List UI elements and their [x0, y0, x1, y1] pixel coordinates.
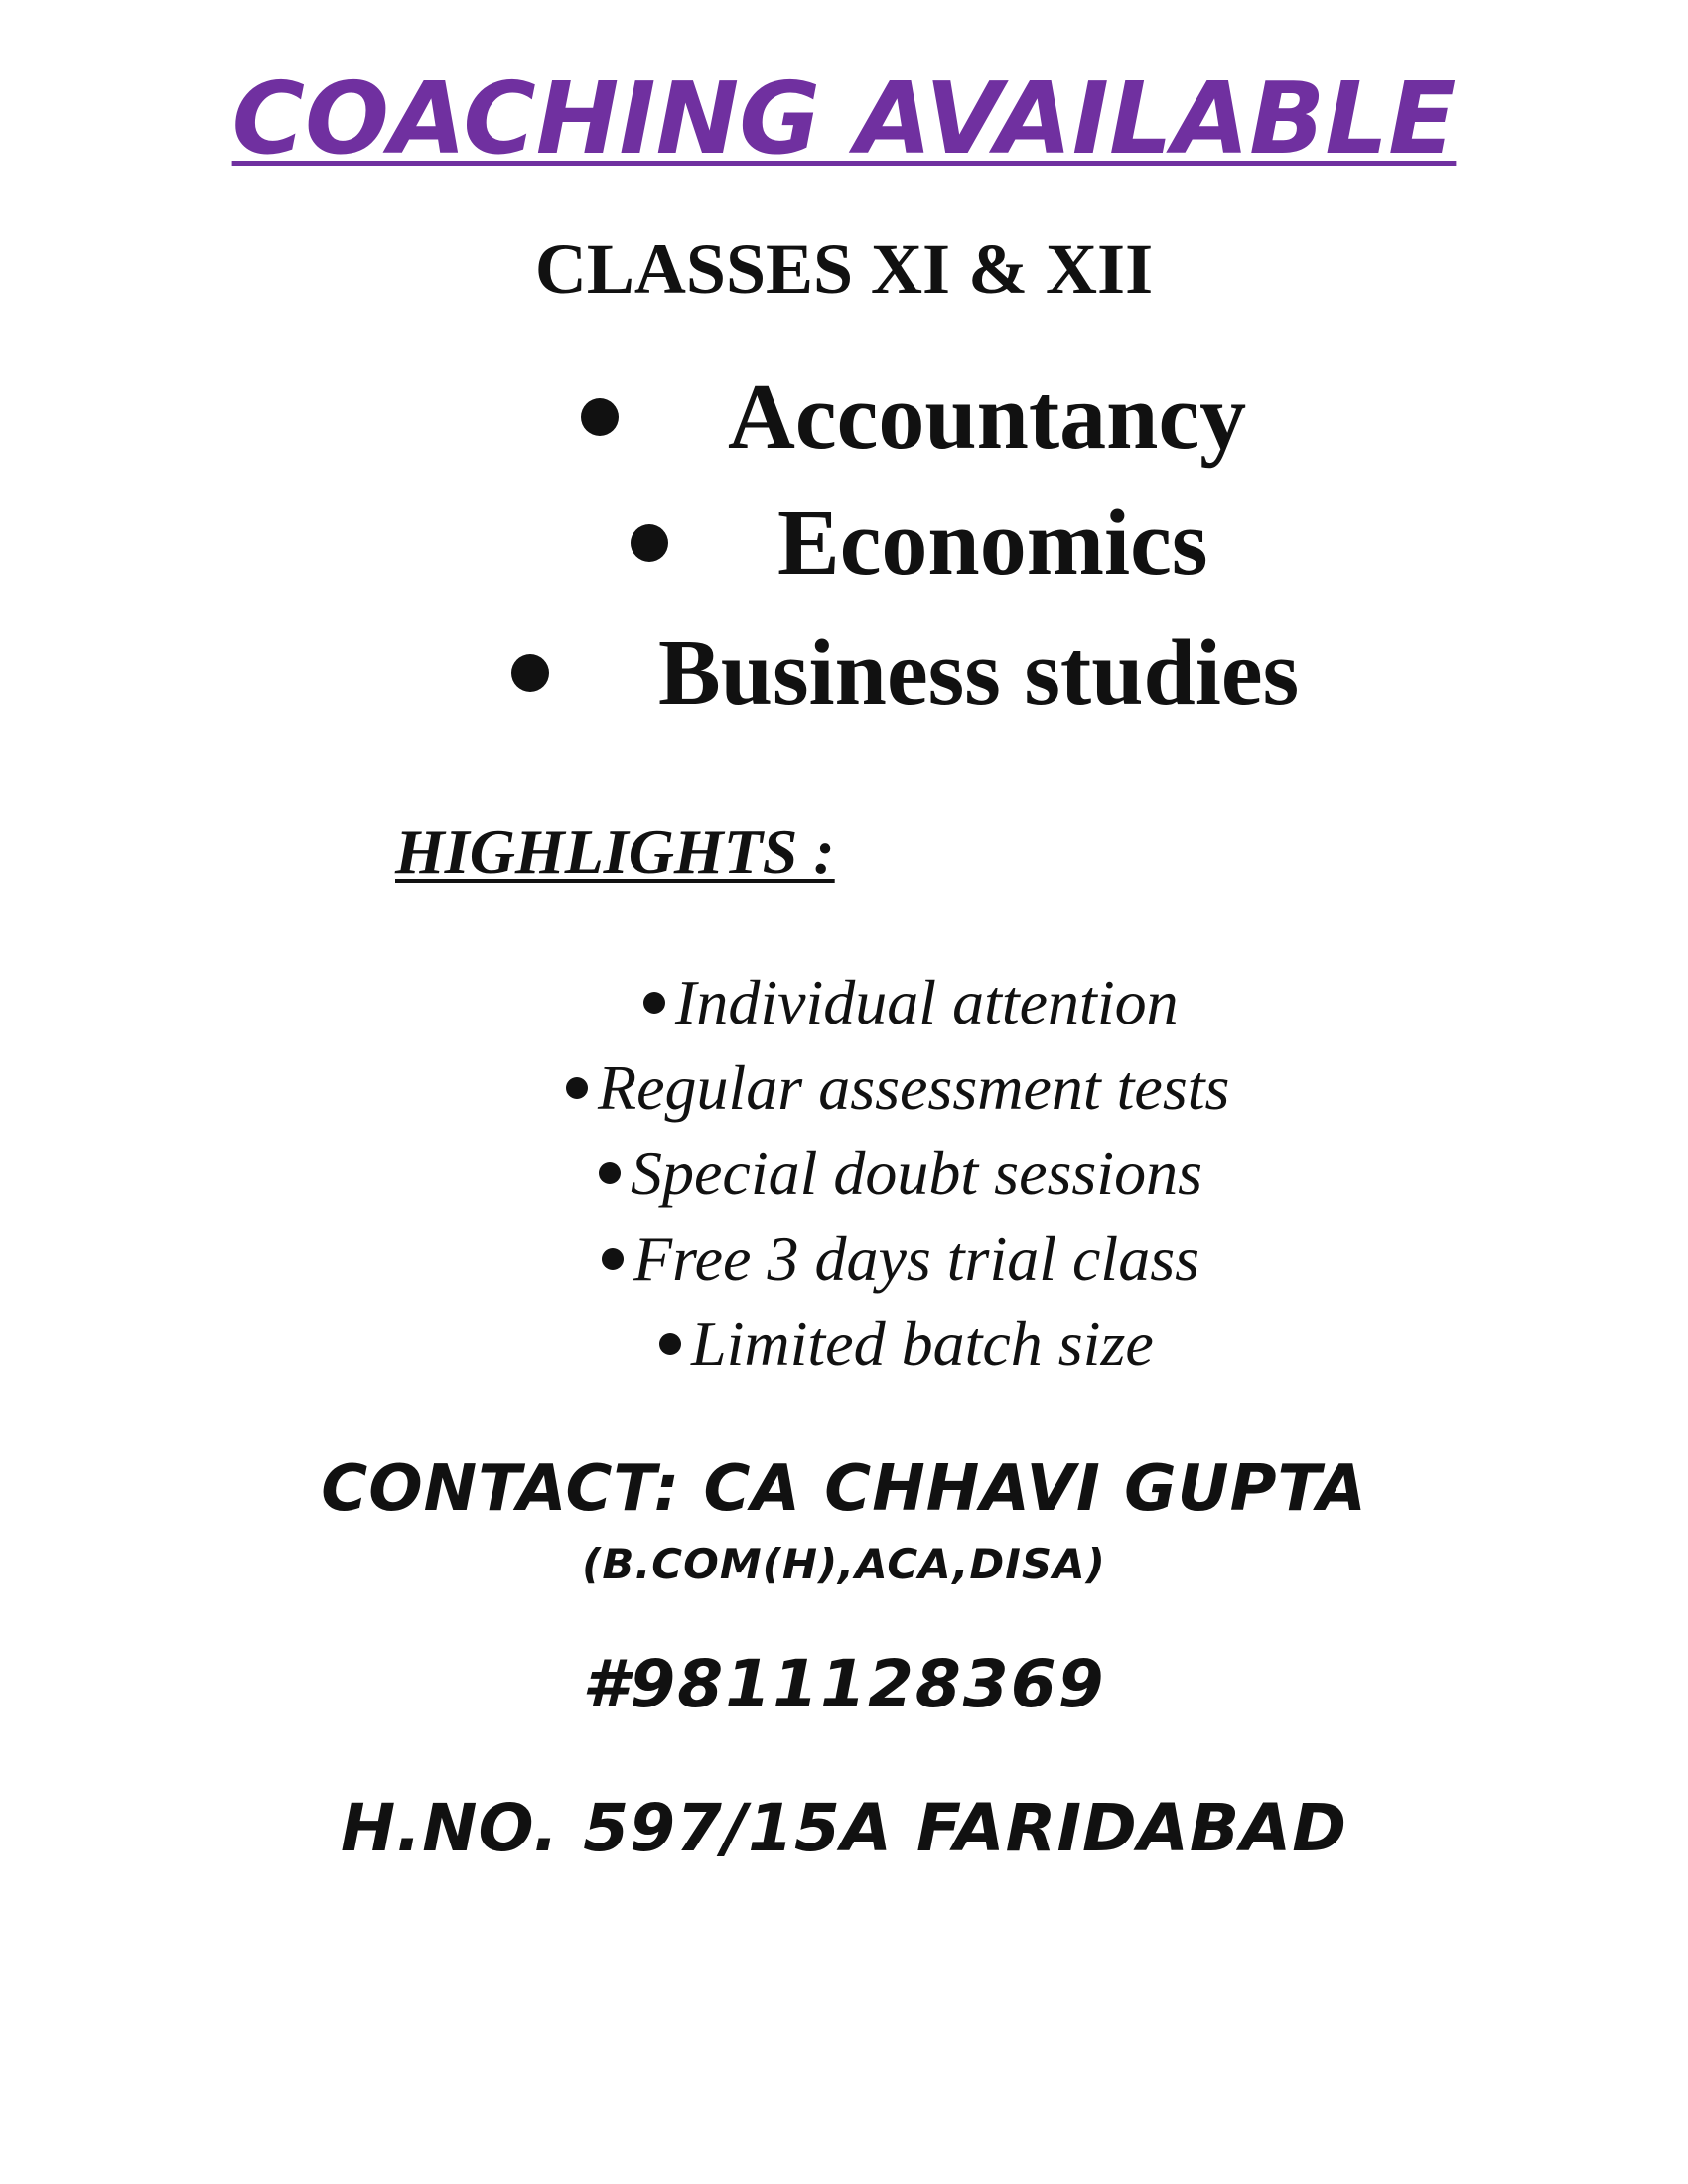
bullet-icon: [511, 654, 549, 692]
highlight-label: Regular assessment tests: [598, 1052, 1230, 1123]
highlight-item: [643, 963, 1179, 1042]
subject-label: Business studies: [658, 621, 1300, 725]
bullet-icon: [599, 1162, 621, 1184]
classes-subtitle: CLASSES XI & XII: [534, 229, 1154, 309]
subject-label: Accountancy: [728, 365, 1247, 469]
highlight-item: [602, 1219, 1199, 1298]
subject-item: [511, 618, 1299, 728]
bullet-icon: [643, 992, 665, 1014]
subject-item: [581, 362, 1246, 472]
subject-label: Economics: [777, 491, 1208, 595]
highlight-label: Individual attention: [675, 967, 1179, 1037]
bullet-icon: [581, 398, 619, 436]
bullet-icon: [566, 1077, 588, 1099]
highlight-label: Special doubt sessions: [631, 1138, 1202, 1208]
highlight-item: [659, 1304, 1154, 1384]
highlight-item: [599, 1134, 1202, 1213]
page-title: COACHING AVAILABLE: [231, 61, 1457, 177]
subject-item: [631, 488, 1207, 598]
contact-phone: #9811128369: [582, 1646, 1106, 1722]
highlight-item: [566, 1048, 1229, 1128]
highlight-label: Limited batch size: [691, 1308, 1154, 1379]
bullet-icon: [659, 1333, 681, 1355]
highlight-label: Free 3 days trial class: [633, 1223, 1199, 1294]
bullet-icon: [602, 1248, 624, 1270]
bullet-icon: [631, 524, 668, 562]
contact-credentials: (B.COM(H),ACA,DISA): [582, 1540, 1106, 1588]
contact-address: H.NO. 597/15A FARIDABAD: [340, 1790, 1348, 1866]
contact-name: CONTACT: CA CHHAVI GUPTA: [321, 1452, 1367, 1526]
highlights-heading: HIGHLIGHTS :: [395, 816, 835, 887]
